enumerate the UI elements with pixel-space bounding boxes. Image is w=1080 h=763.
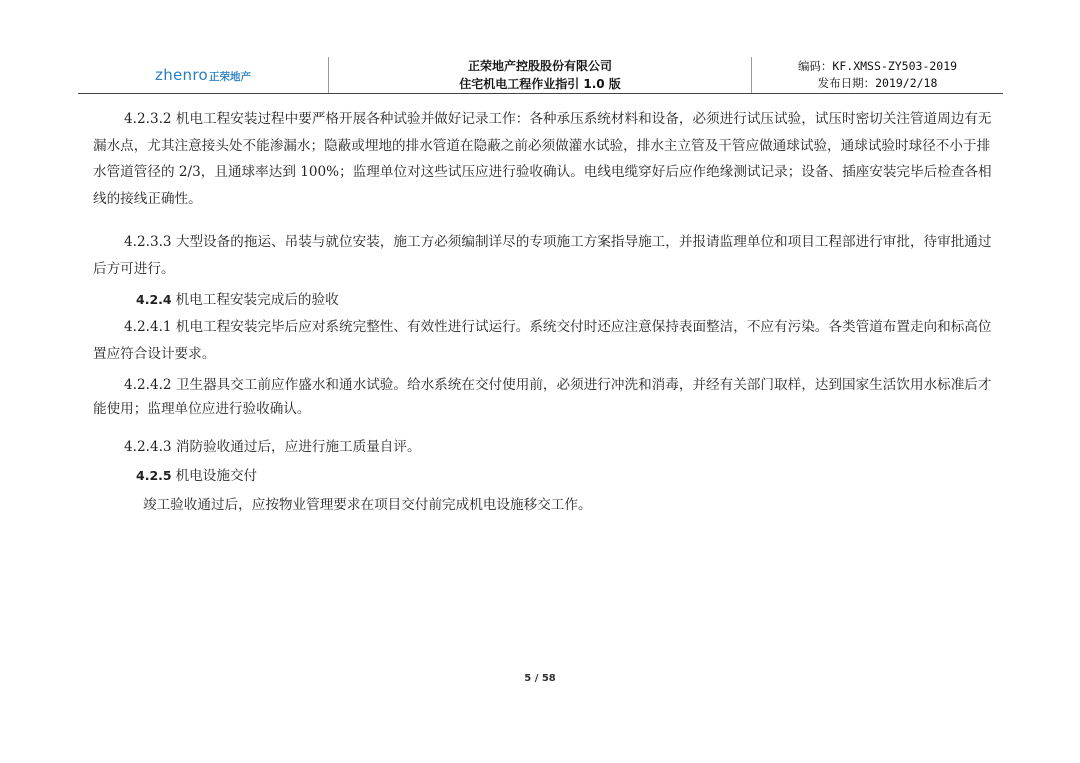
section-title: 机电工程安装完成后的验收 <box>175 292 339 308</box>
company-logo <box>155 66 251 84</box>
logo-cell <box>78 57 328 93</box>
section-title: 机电设施交付 <box>175 468 258 484</box>
logo-latin-text: zhenro <box>155 66 208 84</box>
page-number: 5 / 58 <box>524 673 556 684</box>
document-code: 编码：KF.XMSS-ZY503-2019 <box>797 59 958 73</box>
section-heading-4-2-4 <box>136 290 339 310</box>
paragraph-4-2-4-3: 4.2.4.3 消防验收通过后，应进行施工质量自评。 <box>124 439 421 455</box>
paragraph-4-2-5: 竣工验收通过后，应按物业管理要求在项目交付前完成机电设施移交工作。 <box>143 497 592 513</box>
publish-date: 发布日期：2019/2/18 <box>817 76 938 90</box>
company-name: 正荣地产控股股份有限公司 <box>467 59 612 73</box>
section-number: 4.2.4 <box>136 292 172 307</box>
paragraph-4-2-4-1: 4.2.4.1 机电工程安装完毕后应对系统完整性、有效性进行试运行。系统交付时还应注意保持表面整洁，不应有污染。各类管道布置走向和标高位置应符合设计要求。 <box>93 319 992 362</box>
logo-chinese-text: 正荣地产 <box>208 71 251 83</box>
document-header <box>78 57 1003 94</box>
paragraph-4-2-3-3: 4.2.3.3 大型设备的拖运、吊装与就位安装，施工方必须编制详尽的专项施工方案指导施工，并报请监理单位和项目工程部进行审批，待审批通过后方可进行。 <box>93 234 992 277</box>
section-number: 4.2.5 <box>136 468 172 483</box>
paragraph-4-2-4-2: 4.2.4.2 卫生器具交工前应作盛水和通水试验。给水系统在交付使用前，必须进行冲洗和消毒，并经有关部门取样，达到国家生活饮用水标准后才能使用；监理单位应进行验收确认。 <box>93 377 992 417</box>
meta-cell <box>752 57 1003 93</box>
section-heading-4-2-5 <box>136 466 257 486</box>
title-cell <box>328 57 752 93</box>
paragraph-4-2-3-2: 4.2.3.2 机电工程安装过程中要严格开展各种试验并做好记录工作：各种承压系统材料和设备，必须进行试压试验，试压时密切关注管道周边有无漏水点，尤其注意接头处不能渗漏水；隐蔽或埋地的排水管道在隐蔽之前必须做灌水试验，排水主立管及干管应做通球试验，通球试验时球径不小于排水管道管径的 2/3，且通球率达到 100%；监理单位对这些试压应进行验收确认。电线电缆穿好后应作绝缘测试记录；设备、插座安装完毕后检查各相线的接线正确性。 <box>93 111 992 207</box>
document-title: 住宅机电工程作业指引 1.0 版 <box>459 77 621 91</box>
